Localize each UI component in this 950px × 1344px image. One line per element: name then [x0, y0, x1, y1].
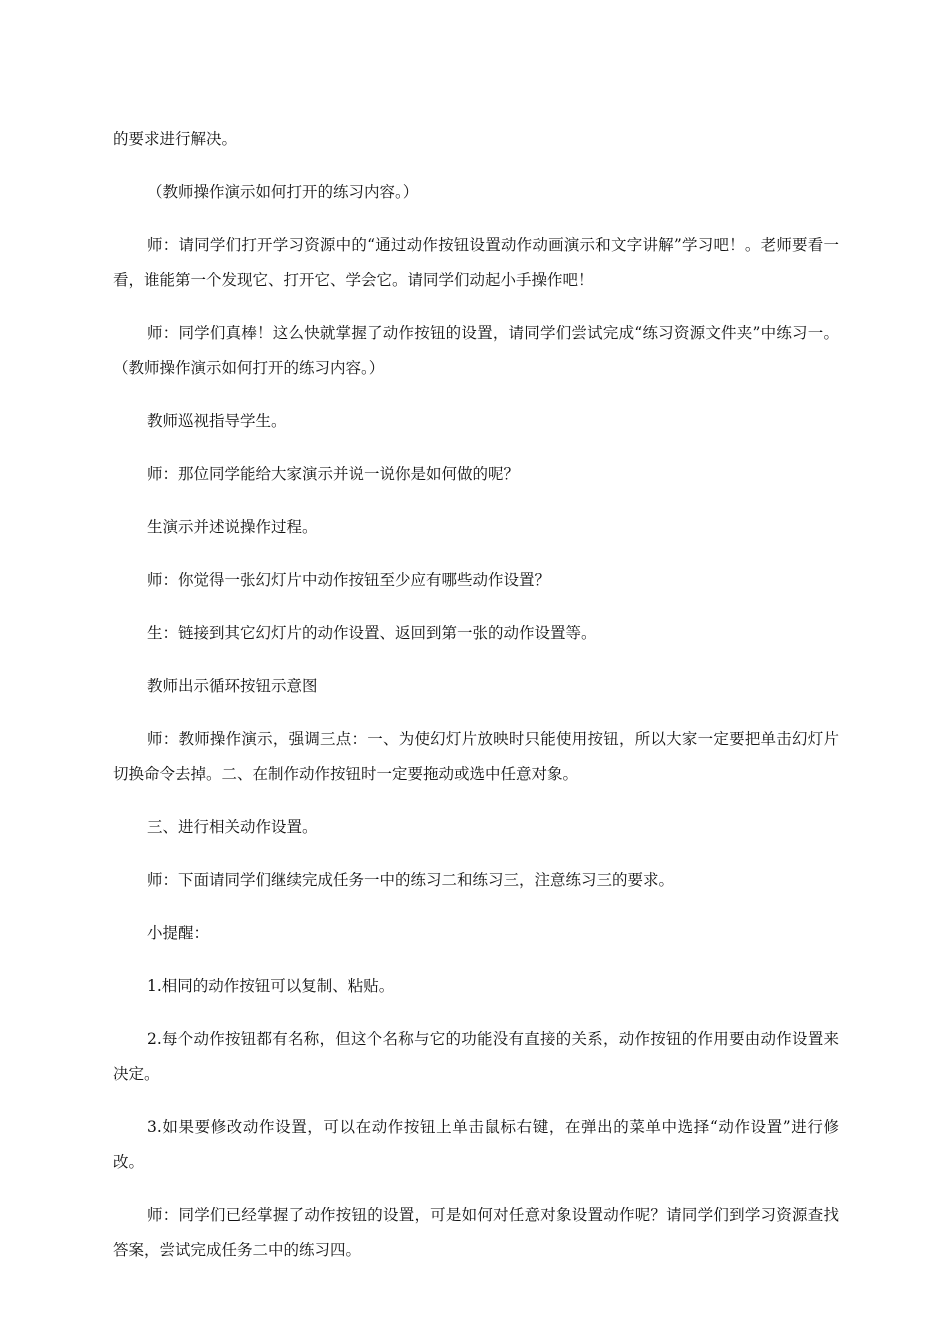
paragraph-tips-heading: 小提醒：	[147, 924, 210, 942]
paragraph-exercise-one: 师：同学们真棒！这么快就掌握了动作按钮的设置，请同学们尝试完成“练习资源文件夹”中练习一。（教师操作演示如何打开的练习内容。）	[113, 324, 839, 377]
paragraph-loop-diagram: 教师出示循环按钮示意图	[147, 677, 318, 695]
paragraph-teacher-patrol: 教师巡视指导学生。	[147, 412, 287, 430]
paragraph-student-answer: 生：链接到其它幻灯片的动作设置、返回到第一张的动作设置等。	[147, 624, 597, 642]
paragraph-tip-two: 2.每个动作按钮都有名称，但这个名称与它的功能没有直接的关系，动作按钮的作用要由动作设置来决定。	[113, 1030, 839, 1083]
paragraph-who-demos: 师：那位同学能给大家演示并说一说你是如何做的呢？	[147, 465, 520, 483]
paragraph-student-demo: 生演示并述说操作过程。	[147, 518, 318, 536]
paragraph-exercise-two-three: 师：下面请同学们继续完成任务一中的练习二和练习三，注意练习三的要求。	[147, 871, 675, 889]
paragraph-exercise-four: 师：同学们已经掌握了动作按钮的设置，可是如何对任意对象设置动作呢？请同学们到学习资源查找答案，尝试完成任务二中的练习四。	[113, 1206, 839, 1259]
paragraph-tip-three: 3.如果要修改动作设置，可以在动作按钮上单击鼠标右键，在弹出的菜单中选择“动作设置”进行修改。	[113, 1118, 839, 1171]
paragraph-open-resource: 师：请同学们打开学习资源中的“通过动作按钮设置动作动画演示和文字讲解”学习吧！。老师要看一看，谁能第一个发现它、打开它、学会它。请同学们动起小手操作吧！	[113, 236, 839, 289]
paragraph-teacher-demo-note: （教师操作演示如何打开的练习内容。）	[147, 183, 419, 201]
paragraph-continuation: 的要求进行解决。	[113, 130, 238, 148]
document-body	[113, 122, 839, 1286]
paragraph-point-three: 三、进行相关动作设置。	[147, 818, 318, 836]
paragraph-tip-one: 1.相同的动作按钮可以复制、粘贴。	[147, 977, 395, 995]
paragraph-question-settings: 师：你觉得一张幻灯片中动作按钮至少应有哪些动作设置？	[147, 571, 551, 589]
paragraph-three-points: 师：教师操作演示，强调三点：一、为使幻灯片放映时只能使用按钮，所以大家一定要把单击幻灯片切换命令去掉。二、在制作动作按钮时一定要拖动或选中任意对象。	[113, 730, 839, 783]
